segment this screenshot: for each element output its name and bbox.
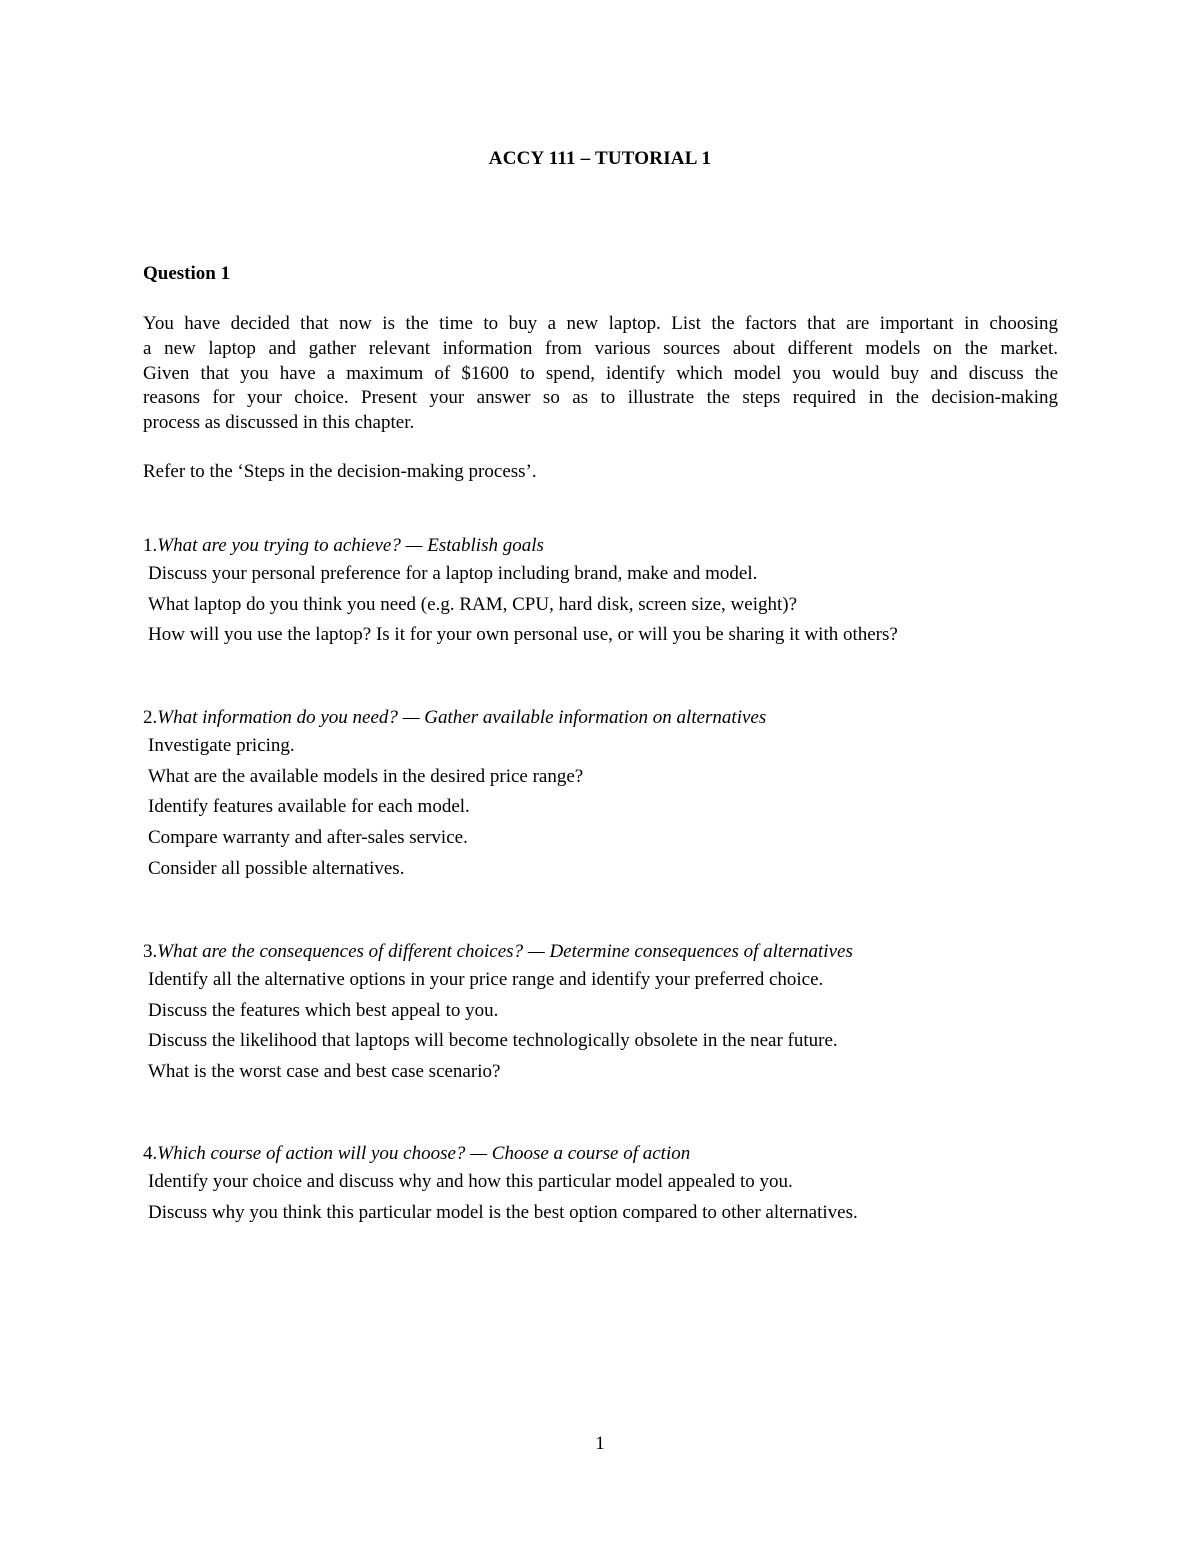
intro-line: You have decided that now is the time to buy a new laptop. List the factors that are important in choosing (143, 313, 1058, 334)
step-item: What laptop do you think you need (e.g. RAM, CPU, hard disk, screen size, weight)? (148, 593, 798, 615)
step-item: Identify features available for each model. (148, 796, 470, 818)
step-section-3 (143, 939, 1063, 1088)
step-number: 2. (143, 707, 158, 728)
step-title-text: Which course of action will you choose? — Choose a course of action (157, 1143, 691, 1164)
intro-line: process as discussed in this chapter. (143, 412, 415, 434)
step-title-text: What are you trying to achieve? — Establish goals (157, 535, 544, 556)
step-item: Consider all possible alternatives. (148, 857, 405, 879)
step-item: Discuss the likelihood that laptops will become technologically obsolete in the near future. (148, 1030, 838, 1052)
step-section-4 (143, 1141, 1063, 1228)
step-title-text: What information do you need? — Gather available information on alternatives (157, 707, 767, 728)
document-title: ACCY 111 – TUTORIAL 1 (488, 148, 712, 169)
step-title-text: What are the consequences of different choices? — Determine consequences of alternatives (157, 941, 853, 962)
step-title (143, 705, 1063, 731)
step-number: 1. (143, 535, 158, 556)
step-item: Discuss why you think this particular model is the best option compared to other alternatives. (148, 1201, 858, 1223)
step-item: Identify all the alternative options in your price range and identify your preferred choice. (148, 969, 824, 990)
intro-line: Given that you have a maximum of $1600 to spend, identify which model you would buy and discuss the (143, 362, 1058, 384)
intro-paragraph (143, 312, 1058, 436)
step-title (143, 1141, 1063, 1167)
step-item: What is the worst case and best case scenario? (148, 1061, 501, 1083)
refer-text: Refer to the ‘Steps in the decision-making process’. (143, 461, 537, 482)
step-item: How will you use the laptop? Is it for your own personal use, or will you be sharing it with others? (148, 624, 898, 646)
page-number: 1 (595, 1433, 605, 1454)
step-item: Discuss your personal preference for a laptop including brand, make and model. (148, 563, 758, 584)
step-item: Identify your choice and discuss why and how this particular model appealed to you. (148, 1171, 793, 1192)
step-number: 4. (143, 1143, 158, 1164)
step-item: Investigate pricing. (148, 735, 295, 756)
step-title (143, 939, 1063, 965)
step-section-1 (143, 533, 1063, 651)
step-item: What are the available models in the desired price range? (148, 765, 584, 787)
step-item: Discuss the features which best appeal to you. (148, 999, 499, 1021)
step-item: Compare warranty and after-sales service. (148, 827, 468, 849)
intro-line: reasons for your choice. Present your answer so as to illustrate the steps required in the decision-making (143, 387, 1058, 409)
question-heading: Question 1 (143, 263, 231, 284)
step-title (143, 533, 1063, 559)
step-number: 3. (143, 941, 158, 962)
step-section-2 (143, 705, 1063, 884)
intro-line: a new laptop and gather relevant information from various sources about different models on the market. (143, 337, 1058, 359)
